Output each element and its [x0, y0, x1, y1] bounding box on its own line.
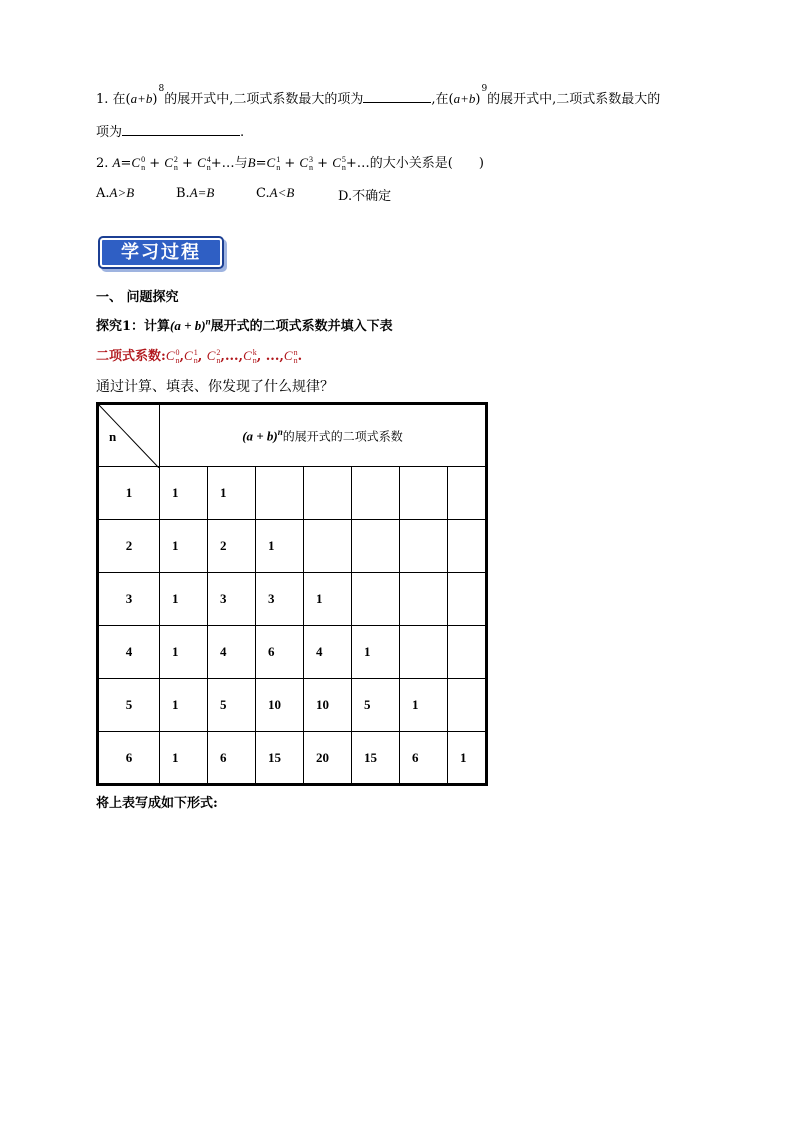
- coefficient-cell: 15: [256, 732, 304, 785]
- explore-1: [96, 315, 393, 334]
- explore-label: 探究1：计算: [96, 319, 171, 334]
- coefficient-cell: 6: [400, 732, 448, 785]
- table-row: [98, 679, 487, 732]
- q1-answer-blank-2[interactable]: [122, 123, 240, 136]
- explore-formula: (a + b): [170, 318, 206, 333]
- coefficient-cell: 1: [160, 732, 208, 785]
- q2-equals: =: [255, 156, 267, 171]
- table-header-cell: [160, 404, 487, 467]
- q2-var-a: A: [112, 155, 121, 170]
- q1-text: 的展开式中,二项式系数最大的: [487, 92, 661, 107]
- q2-text: +…的大小关系是(: [345, 156, 453, 171]
- coefficient-cell: [448, 626, 487, 679]
- table-corner-cell: [98, 404, 160, 467]
- coefficient-cell: 1: [400, 679, 448, 732]
- row-n-cell: 3: [98, 573, 160, 626]
- q1-text: ): [152, 92, 158, 107]
- q2-term-b3: C 3 n: [299, 155, 314, 173]
- coefficient-cell: 1: [160, 520, 208, 573]
- q1-text: 在(: [112, 92, 131, 107]
- coefficient-cell: 6: [208, 732, 256, 785]
- q2-term-a4: C 4 n: [197, 155, 211, 173]
- coefficient-line: 二项式系数:C 0 n ,C 1 n , C 2 n ,...,C k n , ...,C n n .: [96, 348, 303, 366]
- banner-title: 学习过程: [121, 242, 201, 263]
- coefficient-cell: [256, 467, 304, 520]
- table-row: [98, 467, 487, 520]
- coefficient-cell: 3: [208, 573, 256, 626]
- diagonal-line: [99, 405, 159, 468]
- coefficient-cell: 3: [256, 573, 304, 626]
- coefficient-cell: 4: [208, 626, 256, 679]
- coefficient-cell: [448, 467, 487, 520]
- coefficient-cell: 10: [256, 679, 304, 732]
- q2-term-b1: C 1 n: [266, 155, 281, 173]
- coefficient-cell: 1: [304, 573, 352, 626]
- coefficient-cell: 1: [160, 626, 208, 679]
- coefficient-cell: 1: [160, 679, 208, 732]
- q2-var-b: B: [247, 155, 256, 170]
- q1-answer-blank-1[interactable]: [363, 90, 431, 103]
- q1-text: ): [475, 92, 481, 107]
- row-n-cell: 6: [98, 732, 160, 785]
- header-formula: (a + b): [242, 428, 278, 444]
- coefficient-cell: 10: [304, 679, 352, 732]
- q2-text: ): [478, 156, 484, 171]
- table-row: [98, 626, 487, 679]
- coefficient-cell: 1: [448, 732, 487, 785]
- coefficient-cell: 1: [352, 626, 400, 679]
- q1-exponent: 9: [481, 84, 488, 94]
- coefficient-cell: [448, 573, 487, 626]
- q1-exponent: 8: [158, 84, 165, 94]
- coefficient-cell: 6: [256, 626, 304, 679]
- q1-text: ,在(: [431, 92, 454, 107]
- coefficient-cell: 2: [208, 520, 256, 573]
- coefficient-cell: 5: [352, 679, 400, 732]
- row-n-cell: 2: [98, 520, 160, 573]
- explore-text: 展开式的二项式系数并填入下表: [210, 319, 393, 334]
- coefficient-cell: 15: [352, 732, 400, 785]
- coefficient-cell: [352, 467, 400, 520]
- footer-text: 将上表写成如下形式:: [96, 796, 218, 811]
- q1-text: 项为: [96, 125, 123, 140]
- coefficient-cell: [448, 520, 487, 573]
- q2-equals: =: [120, 156, 132, 171]
- table-row: [98, 573, 487, 626]
- coefficient-cell: [400, 520, 448, 573]
- coefficient-cell: 20: [304, 732, 352, 785]
- coefficient-label: 二项式系数:: [96, 349, 166, 364]
- coefficient-cell: [304, 520, 352, 573]
- coefficient-cell: 1: [256, 520, 304, 573]
- coefficient-cell: [304, 467, 352, 520]
- q1-expression: a+b: [130, 91, 153, 106]
- coefficient-cell: 1: [160, 573, 208, 626]
- coefficient-cell: 4: [304, 626, 352, 679]
- q1-number: 1.: [96, 92, 109, 107]
- question-1-line-2: [96, 121, 244, 140]
- coefficient-cell: [352, 520, 400, 573]
- option-b[interactable]: B.A=B: [176, 185, 215, 201]
- prompt-text: 通过计算、填表、你发现了什么规律？: [96, 379, 334, 395]
- coefficient-cell: [400, 626, 448, 679]
- coefficient-cell: [400, 467, 448, 520]
- q2-term-a0: C 0 n: [131, 155, 146, 173]
- q2-number: 2.: [96, 156, 109, 171]
- section-banner: [100, 238, 222, 267]
- q1-expression: a+b: [453, 91, 476, 106]
- question-2: 2. A=C 0 n + C 2 n + C 4 n +…与B=C 1 n + C 3 n + C 5 n +…的大小关系是( ): [96, 155, 484, 173]
- question-1-line-1: [96, 84, 661, 107]
- header-exponent: n: [277, 426, 283, 437]
- option-c[interactable]: C.A<B: [256, 185, 295, 201]
- section-heading: 一、 问题探究: [96, 290, 179, 305]
- table-row: [98, 520, 487, 573]
- coefficient-cell: [448, 679, 487, 732]
- table-header-row: [98, 404, 487, 467]
- binomial-table: [96, 402, 488, 786]
- coefficient-cell: 5: [208, 679, 256, 732]
- row-n-cell: 4: [98, 626, 160, 679]
- q2-term-b5: C 5 n: [332, 155, 346, 173]
- table-corner-label: n: [109, 429, 117, 444]
- option-a[interactable]: A.A>B: [96, 185, 135, 201]
- coefficient-cell: [400, 573, 448, 626]
- row-n-cell: 5: [98, 679, 160, 732]
- explore-exponent: n: [205, 316, 211, 327]
- header-text: 的展开式的二项式系数: [282, 429, 403, 444]
- coefficient-cell: [352, 573, 400, 626]
- option-d[interactable]: D.不确定: [338, 189, 392, 204]
- q2-term-a2: C 2 n: [164, 155, 178, 173]
- coefficient-cell: 1: [208, 467, 256, 520]
- q2-text: +…与: [210, 156, 248, 171]
- q1-text: 的展开式中,二项式系数最大的项为: [164, 92, 364, 107]
- coefficient-cell: 1: [160, 467, 208, 520]
- row-n-cell: 1: [98, 467, 160, 520]
- table-row: [98, 732, 487, 785]
- q1-text: .: [240, 125, 245, 140]
